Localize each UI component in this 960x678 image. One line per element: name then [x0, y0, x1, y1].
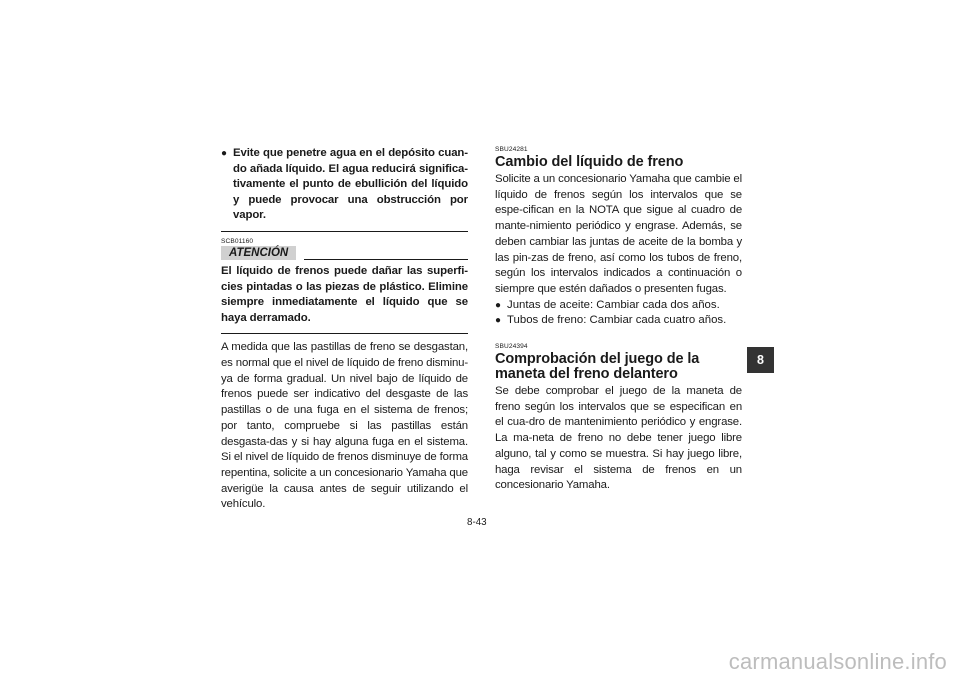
list-item — [495, 313, 742, 329]
section-title: Comprobación del juego de la maneta del freno delantero — [495, 351, 700, 383]
list-item — [495, 298, 742, 314]
section-body: Se debe comprobar el juego de la maneta de freno según los intervalos que se especifican en el cua-dro de mantenimiento periódico y engrase. La ma-neta de freno no debe tener juego libre alguno, tal y como se muestra. Si hay juego libre, haga revisar el sistema de frenos en un concesionario Yamaha. — [495, 385, 742, 492]
notice-code: SCB01160 — [221, 237, 254, 245]
notice-text: El líquido de frenos puede dañar las superfi-cies pintadas o las piezas de plástico. Elimine siempre inmediatamente el líquido que se haya derramado. — [221, 264, 468, 324]
bullet-dot-icon: ● — [221, 148, 227, 159]
bullet-dot-icon: ● — [495, 299, 502, 311]
notice-label: ATENCIÓN — [221, 246, 296, 260]
section-title: Cambio del líquido de freno — [495, 154, 684, 170]
bullet-dot-icon: ● — [495, 315, 502, 327]
section-code: SBU24394 — [495, 343, 528, 351]
divider — [221, 333, 468, 334]
section-code: SBU24281 — [495, 146, 528, 153]
divider — [304, 259, 468, 260]
warning-bullet-text: Evite que penetre agua en el depósito cuan-do añada líquido. El agua reducirá significa-tivamente el punto de ebullición del líquido y puede provocar una obstrucción por vapor. — [233, 147, 468, 222]
watermark: carmanualsonline.info — [728, 649, 947, 674]
body-paragraph: A medida que las pastillas de freno se desgastan, es normal que el nivel de líquido de freno disminu-ya de forma gradual. Un nivel bajo de líquido de frenos puede ser indicativo del desgaste de las pastillas o de una fuga en el sistema de frenos; por tanto, compruebe si las pastillas están desgasta-das y si hay alguna fuga en el sistema. Si el nivel de líquido de frenos disminuye de forma repentina, solicite a un concesionario Yamaha que averigüe la causa antes de seguir utilizando el vehículo. — [221, 341, 468, 511]
right-column — [495, 146, 742, 494]
left-column — [221, 146, 468, 513]
list-item-text: Juntas de aceite: Cambiar cada dos años. — [507, 298, 720, 311]
chapter-tab: 8 — [747, 347, 774, 373]
page-number: 8-43 — [467, 517, 487, 528]
list-item-text: Tubos de freno: Cambiar cada cuatro años. — [507, 314, 727, 327]
divider — [221, 231, 468, 232]
warning-bullet — [221, 146, 468, 224]
section-body: Solicite a un concesionario Yamaha que cambie el líquido de frenos según los intervalos que se espe-cifican en la NOTA que sigue al cuadro de mante-nimiento periódico y engrase. Además, se deben cambiar las juntas de aceite de la bomba y las pin-zas de freno, así como los tubos de freno, según los intervalos indicados a continuación o siempre que estén dañados o presenten fugas. — [495, 173, 742, 295]
notice-header — [221, 246, 468, 260]
